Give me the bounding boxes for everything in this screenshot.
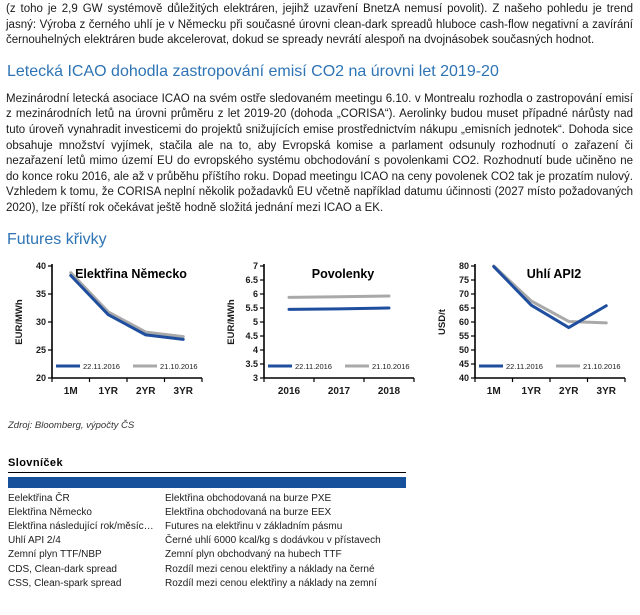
x-category-label: 2YR <box>136 385 156 397</box>
glossary-rows <box>8 492 406 591</box>
y-axis-label: EUR/MWh <box>225 298 237 345</box>
legend-label: 22.11.2016 <box>83 361 120 371</box>
glossary-header-bar <box>8 477 406 488</box>
chart-title: Elektřina Německo <box>75 266 187 281</box>
y-axis-label: EUR/MWh <box>14 298 25 345</box>
y-tick-label: 20 <box>35 372 46 383</box>
y-tick-label: 5.5 <box>244 302 258 313</box>
y-tick-label: 65 <box>458 302 469 313</box>
legend-label: 21.10.2016 <box>371 361 410 371</box>
legend-label: 22.11.2016 <box>506 361 543 371</box>
y-tick-label: 25 <box>35 344 46 355</box>
y-tick-label: 30 <box>35 316 46 327</box>
y-tick-label: 3.5 <box>244 358 258 369</box>
y-tick-label: 40 <box>35 260 46 271</box>
table-row <box>8 577 406 591</box>
chart-svg <box>435 260 631 408</box>
y-axis-label: USD/t <box>437 308 448 335</box>
x-category-label: 3YR <box>596 385 616 397</box>
table-row <box>8 548 406 562</box>
x-category-label: 3YR <box>173 385 193 397</box>
y-tick-label: 40 <box>458 372 469 383</box>
x-category-label: 1YR <box>521 385 541 397</box>
table-row <box>8 534 406 548</box>
x-category-label: 1YR <box>98 385 118 397</box>
y-tick-label: 70 <box>458 288 469 299</box>
chart-title: Povolenky <box>311 266 374 281</box>
glossary-definition: Elektřina obchodovaná na burze EEX <box>165 506 332 518</box>
glossary-term: Zemní plyn TTF/NBP <box>8 549 102 561</box>
source-note: Zdroj: Bloomberg, výpočty ČS <box>8 419 135 431</box>
x-category-label: 1M <box>486 385 501 397</box>
x-category-label: 2018 <box>377 385 400 397</box>
paragraph-coal-spreads: (z toho je 2,9 GW systémově důležitých elektráren, jejihž uzavření BnetzA nemusí povolit). Z našeho pohledu je trend jasný: Výroba z černého uhlí je v Německu při současné úrovni clean-dark spreadů hluboce cash-flow negativní a zavírání černouhelných elektráren bude akcelerovat, dokud se spready nevrátí alespoň na dvojnásobek současných hodnot. <box>6 3 633 47</box>
heading-futures: Futures křivky <box>7 230 107 248</box>
glossary-definition: Černé uhlí 6000 kcal/kg s dodávkou v přístavech <box>165 535 381 547</box>
series-line <box>289 295 389 296</box>
chart-uhli-api2 <box>435 260 631 408</box>
x-category-label: 1M <box>63 385 78 397</box>
y-tick-label: 3 <box>252 372 258 383</box>
chart-povolenky <box>224 260 420 408</box>
glossary-term: CDS, Clean-dark spread <box>8 563 117 575</box>
paragraph-icao: Mezinárodní letecká asociace ICAO na svém ostře sledovaném meetingu 6.10. v Montrealu rozhodla o zastropování emisí z mezinárodních letů na úrovni průměru z let 2019-20 (dohoda „CORISA“). Aerolinky budou muset případné nárůsty nad tuto úroveň vynahradit investicemi do projektů snižujících emise prostřednictvím nákupu „emisních jednotek“. Dohoda sice obsahuje množství vyjímek, stačila ale na to, aby Evropská komise a parlament odsunuly rozhodnutí o zařazení či nezařazení letů mimo území EU do evropského systému obchodování s povolenkami CO2. Rozhodnutí bude učiněno ne do konce roku 2016, ale až v průběhu příštího roku. Dopad meetingu ICAO na ceny povolenek CO2 tak je prozatím nulový. Vzhledem k tomu, že CORISA neplní několik požadavků EU včetně například datumu účinnosti (2027 místo požadovaných 2020), lze příští rok očekávat ještě hodně složitá jednání mezi ICAO a EK. <box>6 92 633 214</box>
legend-label: 21.10.2016 <box>583 361 621 371</box>
glossary-term: Uhlí API 2/4 <box>8 535 61 547</box>
chart-title: Uhlí API2 <box>526 266 582 281</box>
glossary-table <box>8 457 406 591</box>
glossary-definition: Rozdíl mezi cenou elektřiny a náklady na černé <box>165 563 375 575</box>
chart-svg <box>12 260 208 408</box>
table-row <box>8 506 406 520</box>
chart-elektrina-nemecko <box>12 260 208 408</box>
table-row <box>8 520 406 534</box>
y-tick-label: 6.5 <box>244 274 258 285</box>
table-row <box>8 492 406 506</box>
x-category-label: 2017 <box>327 385 350 397</box>
y-tick-label: 50 <box>458 344 469 355</box>
glossary-definition: Zemní plyn obchodvaný na hubech TTF <box>165 549 342 561</box>
y-tick-label: 55 <box>458 330 469 341</box>
legend-label: 21.10.2016 <box>160 361 198 371</box>
chart-svg <box>224 260 420 408</box>
glossary-term: Eelektřina ČR <box>8 492 70 504</box>
heading-icao: Letecká ICAO dohodla zastropování emisí CO2 na úrovni let 2019-20 <box>7 62 499 80</box>
glossary-term: Elektřina Německo <box>8 506 92 518</box>
series-line <box>71 272 184 336</box>
glossary-term: CSS, Clean-spark spread <box>8 577 122 589</box>
y-tick-label: 35 <box>35 288 46 299</box>
series-line <box>289 308 389 309</box>
futures-charts-row <box>12 260 631 408</box>
y-tick-label: 6 <box>252 288 258 299</box>
y-tick-label: 80 <box>458 260 469 271</box>
y-tick-label: 75 <box>458 274 469 285</box>
y-tick-label: 60 <box>458 316 469 327</box>
glossary-definition: Rozdíl mezi cenou elektřiny a náklady na zemní <box>165 577 377 589</box>
legend-label: 22.11.2016 <box>294 361 332 371</box>
x-category-label: 2YR <box>559 385 579 397</box>
glossary-term: Elektřina následující rok/měsíc… <box>8 520 154 532</box>
y-tick-label: 4.5 <box>244 330 258 341</box>
glossary-definition: Futures na elektřinu v základním pásmu <box>165 520 343 532</box>
glossary-title: Slovníček <box>8 457 406 473</box>
y-tick-label: 45 <box>458 358 469 369</box>
y-tick-label: 5 <box>252 316 258 327</box>
glossary-definition: Elektřina obchodovaná na burze PXE <box>165 492 332 504</box>
series-line <box>71 275 184 339</box>
y-tick-label: 4 <box>252 344 258 355</box>
x-category-label: 2016 <box>277 385 300 397</box>
y-tick-label: 7 <box>252 260 258 271</box>
table-row <box>8 563 406 577</box>
